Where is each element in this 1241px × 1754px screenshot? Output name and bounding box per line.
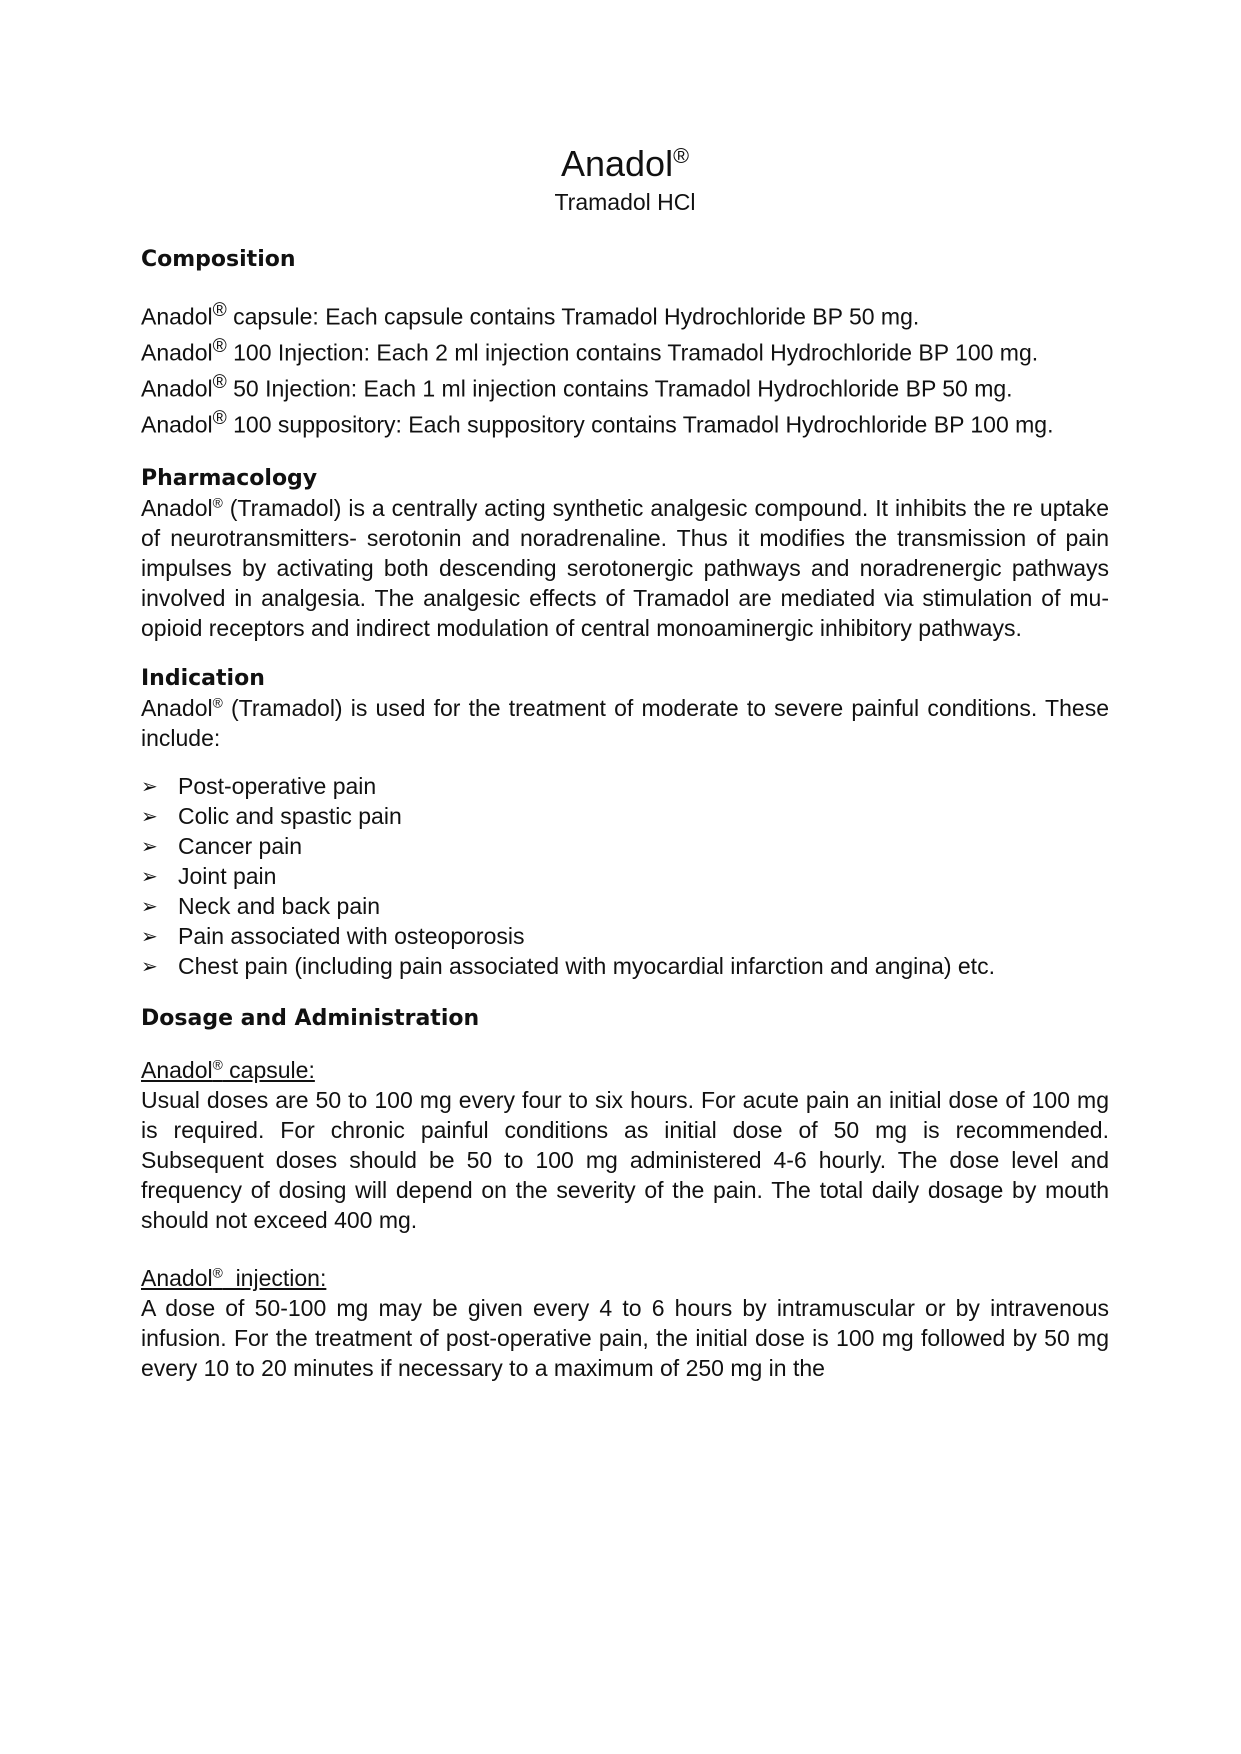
arrow-bullet-icon: ➢ bbox=[141, 953, 158, 978]
page-subtitle: Tramadol HCl bbox=[554, 189, 696, 215]
brand-name: Anadol bbox=[141, 694, 213, 721]
composition-heading: Composition bbox=[141, 247, 296, 272]
title-registered-mark: ® bbox=[673, 143, 690, 168]
capsule-subheading bbox=[141, 1055, 1109, 1085]
subheading-label: injection: bbox=[222, 1264, 327, 1291]
composition-line bbox=[141, 404, 1109, 440]
list-item bbox=[141, 951, 1109, 981]
registered-mark: ® bbox=[212, 336, 227, 358]
composition-text: 50 Injection: Each 1 ml injection contains Tramadol Hydrochloride BP 50 mg. bbox=[226, 375, 1013, 402]
brand-name: Anadol bbox=[141, 375, 213, 402]
registered-mark: ® bbox=[212, 494, 223, 510]
brand-name: Anadol bbox=[141, 303, 213, 330]
registered-mark: ® bbox=[212, 1056, 223, 1072]
list-item-text: Colic and spastic pain bbox=[178, 802, 402, 829]
registered-mark: ® bbox=[212, 300, 227, 321]
title-block bbox=[141, 144, 1109, 216]
registered-mark: ® bbox=[212, 1264, 223, 1280]
arrow-bullet-icon: ➢ bbox=[141, 923, 158, 948]
composition-line bbox=[141, 332, 1109, 368]
injection-dosage-paragraph: A dose of 50-100 mg may be given every 4 to 6 hours by intramuscular or by intravenous infusion. For the treatment of post-operative pain, the initial dose is 100 mg followed by 50 mg every 10 to 20 minutes if necessary to a maximum of 250 mg in the bbox=[141, 1294, 1109, 1381]
composition-text: 100 suppository: Each suppository contains Tramadol Hydrochloride BP 100 mg. bbox=[226, 412, 1054, 439]
list-item-text: Cancer pain bbox=[178, 832, 303, 859]
composition-list bbox=[141, 296, 1109, 441]
indication-text: (Tramadol) is used for the treatment of moderate to severe painful conditions. These include: bbox=[141, 694, 1109, 751]
page-title bbox=[141, 144, 1109, 184]
brand-name: Anadol bbox=[141, 412, 213, 439]
list-item bbox=[141, 921, 1109, 951]
arrow-bullet-icon: ➢ bbox=[141, 833, 158, 858]
title-brand: Anadol bbox=[560, 143, 674, 184]
composition-text: capsule: Each capsule contains Tramadol Hydrochloride BP 50 mg. bbox=[226, 303, 920, 330]
pharmacology-text: (Tramadol) is a centrally acting synthetic analgesic compound. It inhibits the re uptake of neurotransmitters- serotonin and noradrenaline. Thus it modifies the transmission of pain impulses by activating both descending serotonergic pathways and noradrenergic pathways involved in analgesia. The analgesic effects of Tramadol are mediated via stimulation of mu-opioid receptors and indirect modulation of central monoaminergic inhibitory pathways. bbox=[141, 494, 1109, 641]
brand-name: Anadol bbox=[141, 1264, 213, 1291]
list-item-text: Chest pain (including pain associated with myocardial infarction and angina) etc. bbox=[178, 952, 995, 979]
list-item bbox=[141, 861, 1109, 891]
registered-mark: ® bbox=[212, 694, 223, 710]
list-item bbox=[141, 771, 1109, 801]
brand-name: Anadol bbox=[141, 1056, 213, 1083]
arrow-bullet-icon: ➢ bbox=[141, 893, 158, 918]
dosage-heading: Dosage and Administration bbox=[141, 1005, 480, 1031]
registered-mark: ® bbox=[212, 372, 227, 394]
composition-text: 100 Injection: Each 2 ml injection contains Tramadol Hydrochloride BP 100 mg. bbox=[226, 339, 1039, 366]
list-item bbox=[141, 891, 1109, 921]
pharmacology-paragraph bbox=[141, 493, 1109, 643]
composition-line bbox=[141, 296, 1109, 332]
list-item-text: Joint pain bbox=[178, 862, 277, 889]
capsule-dosage-paragraph: Usual doses are 50 to 100 mg every four to six hours. For acute pain an initial dose of 100 mg is required. For chronic painful conditions as initial dose of 50 mg is recommended. Subsequent doses should be 50 to 100 mg administered 4-6 hourly. The dose level and frequency of dosing will depend on the severity of the pain. The total daily dosage by mouth should not exceed 400 mg. bbox=[141, 1086, 1109, 1233]
list-item-text: Pain associated with osteoporosis bbox=[178, 922, 525, 949]
list-item bbox=[141, 801, 1109, 831]
list-item bbox=[141, 831, 1109, 861]
composition-line bbox=[141, 368, 1109, 404]
injection-subheading bbox=[141, 1263, 1109, 1293]
list-item-text: Post-operative pain bbox=[178, 772, 377, 799]
indication-heading: Indication bbox=[141, 665, 265, 691]
arrow-bullet-icon: ➢ bbox=[141, 803, 158, 828]
brand-name: Anadol bbox=[141, 494, 213, 521]
arrow-bullet-icon: ➢ bbox=[141, 773, 158, 798]
indication-list bbox=[141, 771, 1109, 981]
arrow-bullet-icon: ➢ bbox=[141, 863, 158, 888]
registered-mark: ® bbox=[212, 408, 227, 430]
list-item-text: Neck and back pain bbox=[178, 892, 381, 919]
indication-paragraph bbox=[141, 693, 1109, 753]
pharmacology-heading: Pharmacology bbox=[141, 465, 318, 491]
subheading-label: capsule: bbox=[222, 1056, 315, 1083]
brand-name: Anadol bbox=[141, 339, 213, 366]
